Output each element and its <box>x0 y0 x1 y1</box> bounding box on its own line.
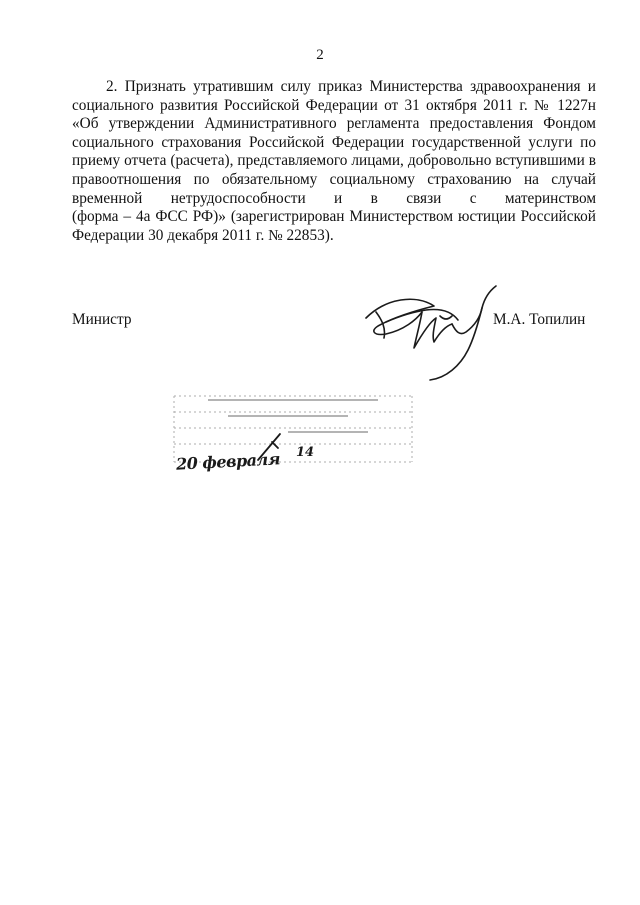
page-number: 2 <box>316 47 324 63</box>
paragraph-line: социального развития Российской Федерации от 31 октября 2011 г. № 1227н <box>72 96 596 114</box>
signatory-title: Министр <box>72 311 132 328</box>
signatory-name: М.А. Топилин <box>493 311 586 328</box>
paragraph-line: приему отчета (расчета), представляемого лицами, добровольно вступившими в <box>72 152 596 170</box>
paragraph-line: (форма – 4а ФСС РФ)» (зарегистрирован Министерством юстиции Российской <box>72 208 596 226</box>
paragraph-line: «Об утверждении Административного регламента предоставления Фондом <box>72 115 596 133</box>
stamp-year-handwritten: 14 <box>296 445 315 460</box>
paragraph-2 <box>72 78 596 245</box>
paragraph-line: социального страхования Российской Федерации государственной услуги по <box>72 133 596 151</box>
paragraph-line: правоотношения по обязательному социальному страхованию на случай <box>72 170 596 188</box>
paragraph-line: 2. Признать утратившим силу приказ Министерства здравоохранения и <box>106 78 596 95</box>
handwritten-signature <box>356 276 506 386</box>
stamp-date-handwritten: 20 февраля <box>175 449 281 474</box>
paragraph-line: временной нетрудоспособности и в связи с материнством <box>72 189 596 207</box>
paragraph-line: Федерации 30 декабря 2011 г. № 22853). <box>72 226 334 244</box>
